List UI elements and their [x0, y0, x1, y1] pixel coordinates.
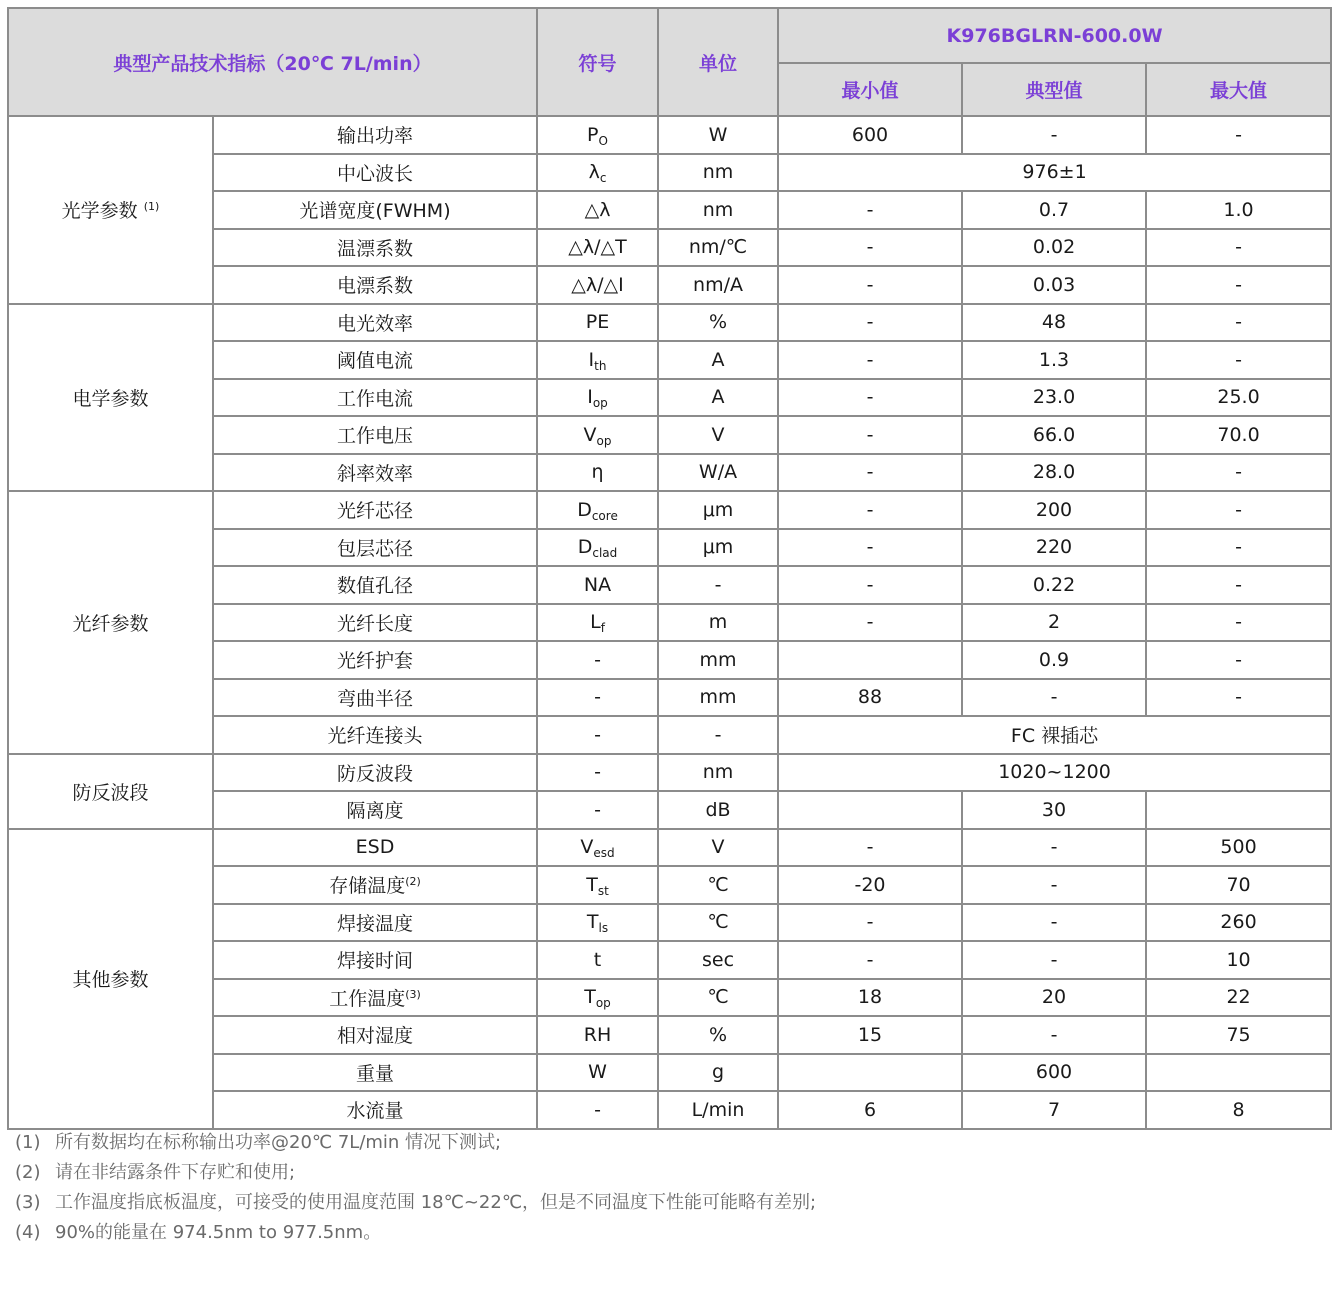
symbol-cell: [537, 229, 658, 267]
unit-cell: μm: [658, 529, 778, 567]
min-value-cell: -: [778, 529, 962, 567]
symbol-text: -: [594, 1098, 601, 1121]
param-text: 光纤护套: [337, 650, 414, 673]
param-name: [213, 116, 537, 154]
typ-value-cell: 600: [962, 1054, 1146, 1092]
min-value-cell: [778, 791, 962, 829]
unit-cell: nm: [658, 154, 778, 192]
param-text: 光谱宽度(FWHM): [299, 200, 451, 223]
param-text: 输出功率: [337, 125, 414, 148]
param-text: 焊接时间: [337, 950, 414, 973]
param-note: (3): [405, 987, 421, 1001]
symbol-cell: [537, 566, 658, 604]
symbol-cell: [537, 1091, 658, 1129]
symbol-text: λ: [588, 161, 600, 184]
table-row: [8, 116, 1331, 154]
symbol-cell: [537, 1054, 658, 1092]
footnote-text: 所有数据均在标称输出功率@20℃ 7L/min 情况下测试;: [55, 1132, 502, 1153]
symbol-cell: [537, 979, 658, 1017]
param-text: 相对湿度: [337, 1025, 414, 1048]
max-value-cell: 25.0: [1146, 379, 1331, 417]
max-value-cell: 500: [1146, 829, 1331, 867]
min-value-cell: 600: [778, 116, 962, 154]
symbol-text: -: [594, 761, 601, 784]
symbol-text: T: [586, 873, 598, 896]
max-value-cell: -: [1146, 529, 1331, 567]
typ-value-cell: 0.7: [962, 191, 1146, 229]
symbol-text: D: [577, 536, 593, 559]
typ-value-cell: 48: [962, 304, 1146, 342]
param-text: 工作温度: [329, 987, 406, 1010]
param-name: [213, 529, 537, 567]
symbol-subscript: op: [596, 433, 612, 448]
footnote: [15, 1188, 1315, 1218]
unit-cell: mm: [658, 641, 778, 679]
param-text: 斜率效率: [337, 462, 414, 485]
unit-cell: μm: [658, 491, 778, 529]
param-name: [213, 941, 537, 979]
min-value-cell: -: [778, 191, 962, 229]
group-label-optical: [8, 116, 213, 304]
unit-cell: A: [658, 341, 778, 379]
param-name: [213, 566, 537, 604]
symbol-text: T: [586, 911, 599, 934]
typ-value-cell: 23.0: [962, 379, 1146, 417]
footnote-number: (1): [15, 1132, 41, 1153]
symbol-text: V: [583, 423, 597, 446]
max-value-cell: 260: [1146, 904, 1331, 942]
min-value-cell: 88: [778, 679, 962, 717]
symbol-subscript: ls: [598, 921, 609, 936]
param-text: 弯曲半径: [337, 687, 414, 710]
unit-cell: nm: [658, 754, 778, 792]
param-name: [213, 304, 537, 342]
symbol-text: t: [593, 948, 602, 971]
symbol-cell: [537, 604, 658, 642]
param-name: [213, 191, 537, 229]
typ-value-cell: 2: [962, 604, 1146, 642]
min-value-cell: [778, 641, 962, 679]
typ-value-cell: -: [962, 679, 1146, 717]
param-text: 重量: [356, 1062, 395, 1085]
footnote-number: (3): [15, 1192, 41, 1213]
unit-cell: mm: [658, 679, 778, 717]
symbol-cell: [537, 341, 658, 379]
typ-value-cell: 200: [962, 491, 1146, 529]
unit-cell: %: [658, 304, 778, 342]
param-name: [213, 866, 537, 904]
symbol-text: -: [594, 798, 601, 821]
min-value-cell: -: [778, 454, 962, 492]
param-name: [213, 904, 537, 942]
symbol-subscript: f: [600, 621, 605, 636]
param-text: 阈值电流: [337, 350, 414, 373]
unit-cell: -: [658, 716, 778, 754]
footnote-number: (2): [15, 1162, 41, 1183]
table-row: [8, 829, 1331, 867]
symbol-cell: [537, 941, 658, 979]
symbol-text: RH: [583, 1023, 612, 1046]
param-text: 电漂系数: [337, 275, 414, 298]
param-text: 隔离度: [346, 800, 404, 823]
param-text: 防反波段: [337, 762, 414, 785]
group-label-electrical: [8, 304, 213, 492]
symbol-text: NA: [583, 573, 612, 596]
unit-cell: ℃: [658, 979, 778, 1017]
min-value-cell: [778, 1054, 962, 1092]
typ-value-cell: -: [962, 829, 1146, 867]
max-value-cell: -: [1146, 304, 1331, 342]
symbol-text: T: [584, 986, 596, 1009]
param-name: [213, 1091, 537, 1129]
param-text: 温漂系数: [337, 237, 414, 260]
unit-cell: nm: [658, 191, 778, 229]
symbol-cell: [537, 454, 658, 492]
param-name: [213, 341, 537, 379]
table-row: [8, 754, 1331, 792]
typ-value-cell: -: [962, 904, 1146, 942]
unit-cell: ℃: [658, 904, 778, 942]
param-text: 光纤长度: [337, 612, 414, 635]
min-value-cell: -: [778, 566, 962, 604]
group-label-anti: [8, 754, 213, 829]
param-note: (2): [405, 875, 421, 889]
unit-cell: sec: [658, 941, 778, 979]
symbol-subscript: th: [594, 358, 607, 373]
min-value-cell: -: [778, 379, 962, 417]
param-name: [213, 979, 537, 1017]
typ-value-cell: -: [962, 1016, 1146, 1054]
spec-table: [7, 7, 1332, 1130]
footnote-text: 90%的能量在 974.5nm to 977.5nm。: [55, 1222, 382, 1243]
max-value-cell: -: [1146, 566, 1331, 604]
footnote-text: 请在非结露条件下存贮和使用;: [55, 1162, 296, 1183]
symbol-text: △λ/△T: [568, 236, 627, 259]
param-name: [213, 154, 537, 192]
symbol-subscript: op: [595, 996, 611, 1011]
param-name: [213, 1016, 537, 1054]
min-value-cell: -: [778, 416, 962, 454]
param-text: 焊接温度: [337, 912, 414, 935]
unit-header: 单位: [658, 8, 778, 116]
typ-value-cell: 1.3: [962, 341, 1146, 379]
typ-value-cell: -: [962, 116, 1146, 154]
symbol-cell: [537, 491, 658, 529]
model-header: K976BGLRN-600.0W: [778, 8, 1331, 63]
min-value-cell: -: [778, 304, 962, 342]
param-name: [213, 416, 537, 454]
max-value-cell: -: [1146, 491, 1331, 529]
min-value-cell: -: [778, 266, 962, 304]
max-value-cell: -: [1146, 641, 1331, 679]
group-name: 其他参数: [72, 969, 149, 991]
param-name: [213, 829, 537, 867]
max-value-cell: [1146, 1054, 1331, 1092]
symbol-text: -: [594, 648, 601, 671]
symbol-text: D: [577, 498, 592, 521]
symbol-cell: [537, 266, 658, 304]
max-value-cell: -: [1146, 116, 1331, 154]
param-text: 存储温度: [329, 875, 406, 898]
unit-cell: V: [658, 416, 778, 454]
merged-value-cell: 1020~1200: [778, 754, 1331, 792]
footnote-text: 工作温度指底板温度，可接受的使用温度范围 18℃~22℃，但是不同温度下性能可能略有差别;: [55, 1192, 817, 1213]
max-value-cell: -: [1146, 604, 1331, 642]
group-name: 光纤参数: [72, 612, 149, 635]
typ-value-cell: -: [962, 866, 1146, 904]
param-text: 工作电压: [337, 425, 414, 448]
footnote-number: (4): [15, 1222, 41, 1243]
symbol-cell: [537, 1016, 658, 1054]
min-value-cell: -: [778, 341, 962, 379]
min-value-cell: -20: [778, 866, 962, 904]
max-value-cell: 8: [1146, 1091, 1331, 1129]
typ-value-cell: -: [962, 941, 1146, 979]
param-name: [213, 754, 537, 792]
param-text: 中心波长: [337, 162, 414, 185]
param-text: 数值孔径: [337, 575, 414, 598]
param-text: ESD: [355, 836, 395, 859]
param-name: [213, 266, 537, 304]
min-value-cell: 18: [778, 979, 962, 1017]
min-header: 最小值: [778, 63, 962, 116]
typ-value-cell: 28.0: [962, 454, 1146, 492]
param-text: 光纤芯径: [337, 500, 414, 523]
unit-cell: %: [658, 1016, 778, 1054]
symbol-cell: [537, 154, 658, 192]
param-name: [213, 716, 537, 754]
merged-value-cell: 976±1: [778, 154, 1331, 192]
symbol-cell: [537, 679, 658, 717]
typ-value-cell: 0.02: [962, 229, 1146, 267]
unit-cell: -: [658, 566, 778, 604]
typ-value-cell: 0.9: [962, 641, 1146, 679]
table-row: [8, 304, 1331, 342]
param-name: [213, 229, 537, 267]
symbol-text: △λ/△I: [571, 273, 624, 296]
param-text: 光纤连接头: [327, 725, 423, 748]
symbol-cell: [537, 379, 658, 417]
min-value-cell: -: [778, 604, 962, 642]
max-value-cell: -: [1146, 341, 1331, 379]
footnote: [15, 1128, 1315, 1158]
spec-body: [8, 116, 1331, 1129]
symbol-subscript: op: [592, 396, 608, 411]
symbol-subscript: core: [591, 508, 618, 523]
min-value-cell: -: [778, 904, 962, 942]
max-value-cell: 22: [1146, 979, 1331, 1017]
footnote: [15, 1218, 1315, 1248]
max-value-cell: 10: [1146, 941, 1331, 979]
symbol-text: PE: [585, 311, 610, 334]
typ-header: 典型值: [962, 63, 1146, 116]
group-label-fiber: [8, 491, 213, 754]
symbol-subscript: clad: [592, 546, 618, 561]
symbol-text: △λ: [584, 198, 611, 221]
symbol-text: V: [580, 836, 594, 859]
param-name: [213, 491, 537, 529]
param-name: [213, 791, 537, 829]
symbol-cell: [537, 641, 658, 679]
max-value-cell: 70.0: [1146, 416, 1331, 454]
max-value-cell: 75: [1146, 1016, 1331, 1054]
symbol-cell: [537, 416, 658, 454]
typ-value-cell: 66.0: [962, 416, 1146, 454]
max-header: 最大值: [1146, 63, 1331, 116]
min-value-cell: -: [778, 829, 962, 867]
unit-cell: dB: [658, 791, 778, 829]
typ-value-cell: 20: [962, 979, 1146, 1017]
group-label-other: [8, 829, 213, 1129]
table-title: 典型产品技术指标（20℃ 7L/min）: [8, 8, 537, 116]
param-name: [213, 379, 537, 417]
unit-cell: m: [658, 604, 778, 642]
group-name: 光学参数: [61, 200, 138, 223]
symbol-cell: [537, 191, 658, 229]
symbol-subscript: esd: [593, 846, 615, 861]
symbol-subscript: st: [597, 883, 609, 898]
typ-value-cell: 7: [962, 1091, 1146, 1129]
unit-cell: ℃: [658, 866, 778, 904]
unit-cell: nm/℃: [658, 229, 778, 267]
symbol-cell: [537, 754, 658, 792]
typ-value-cell: 30: [962, 791, 1146, 829]
typ-value-cell: 220: [962, 529, 1146, 567]
unit-cell: W/A: [658, 454, 778, 492]
max-value-cell: [1146, 791, 1331, 829]
symbol-cell: [537, 791, 658, 829]
symbol-text: P: [587, 123, 599, 146]
symbol-text: L: [590, 611, 601, 634]
symbol-text: W: [588, 1061, 607, 1084]
unit-cell: W: [658, 116, 778, 154]
param-text: 电光效率: [337, 312, 414, 335]
symbol-text: η: [591, 461, 604, 484]
group-name: 防反波段: [72, 781, 149, 804]
param-text: 包层芯径: [337, 537, 414, 560]
symbol-text: I: [588, 348, 595, 371]
param-text: 水流量: [346, 1100, 404, 1123]
max-value-cell: -: [1146, 454, 1331, 492]
table-row: [8, 491, 1331, 529]
footnote: [15, 1158, 1315, 1188]
max-value-cell: -: [1146, 266, 1331, 304]
symbol-text: -: [594, 686, 601, 709]
symbol-subscript: c: [599, 171, 607, 186]
symbol-text: I: [587, 386, 593, 409]
group-name: 电学参数: [72, 387, 149, 410]
param-text: 工作电流: [337, 387, 414, 410]
typ-value-cell: 0.22: [962, 566, 1146, 604]
symbol-header: 符号: [537, 8, 658, 116]
footnotes: [15, 1128, 1315, 1248]
min-value-cell: -: [778, 491, 962, 529]
group-note: (1): [143, 200, 160, 214]
unit-cell: nm/A: [658, 266, 778, 304]
typ-value-cell: 0.03: [962, 266, 1146, 304]
unit-cell: L/min: [658, 1091, 778, 1129]
symbol-cell: [537, 866, 658, 904]
min-value-cell: 15: [778, 1016, 962, 1054]
max-value-cell: -: [1146, 229, 1331, 267]
symbol-cell: [537, 904, 658, 942]
unit-cell: g: [658, 1054, 778, 1092]
symbol-cell: [537, 829, 658, 867]
max-value-cell: 70: [1146, 866, 1331, 904]
symbol-cell: [537, 304, 658, 342]
param-name: [213, 454, 537, 492]
max-value-cell: -: [1146, 679, 1331, 717]
min-value-cell: -: [778, 941, 962, 979]
symbol-cell: [537, 116, 658, 154]
param-name: [213, 641, 537, 679]
param-name: [213, 1054, 537, 1092]
symbol-subscript: O: [598, 133, 608, 148]
merged-value-cell: FC 裸插芯: [778, 716, 1331, 754]
unit-cell: A: [658, 379, 778, 417]
min-value-cell: 6: [778, 1091, 962, 1129]
max-value-cell: 1.0: [1146, 191, 1331, 229]
param-name: [213, 679, 537, 717]
symbol-cell: [537, 529, 658, 567]
symbol-text: -: [594, 723, 601, 746]
param-name: [213, 604, 537, 642]
symbol-cell: [537, 716, 658, 754]
min-value-cell: -: [778, 229, 962, 267]
unit-cell: V: [658, 829, 778, 867]
